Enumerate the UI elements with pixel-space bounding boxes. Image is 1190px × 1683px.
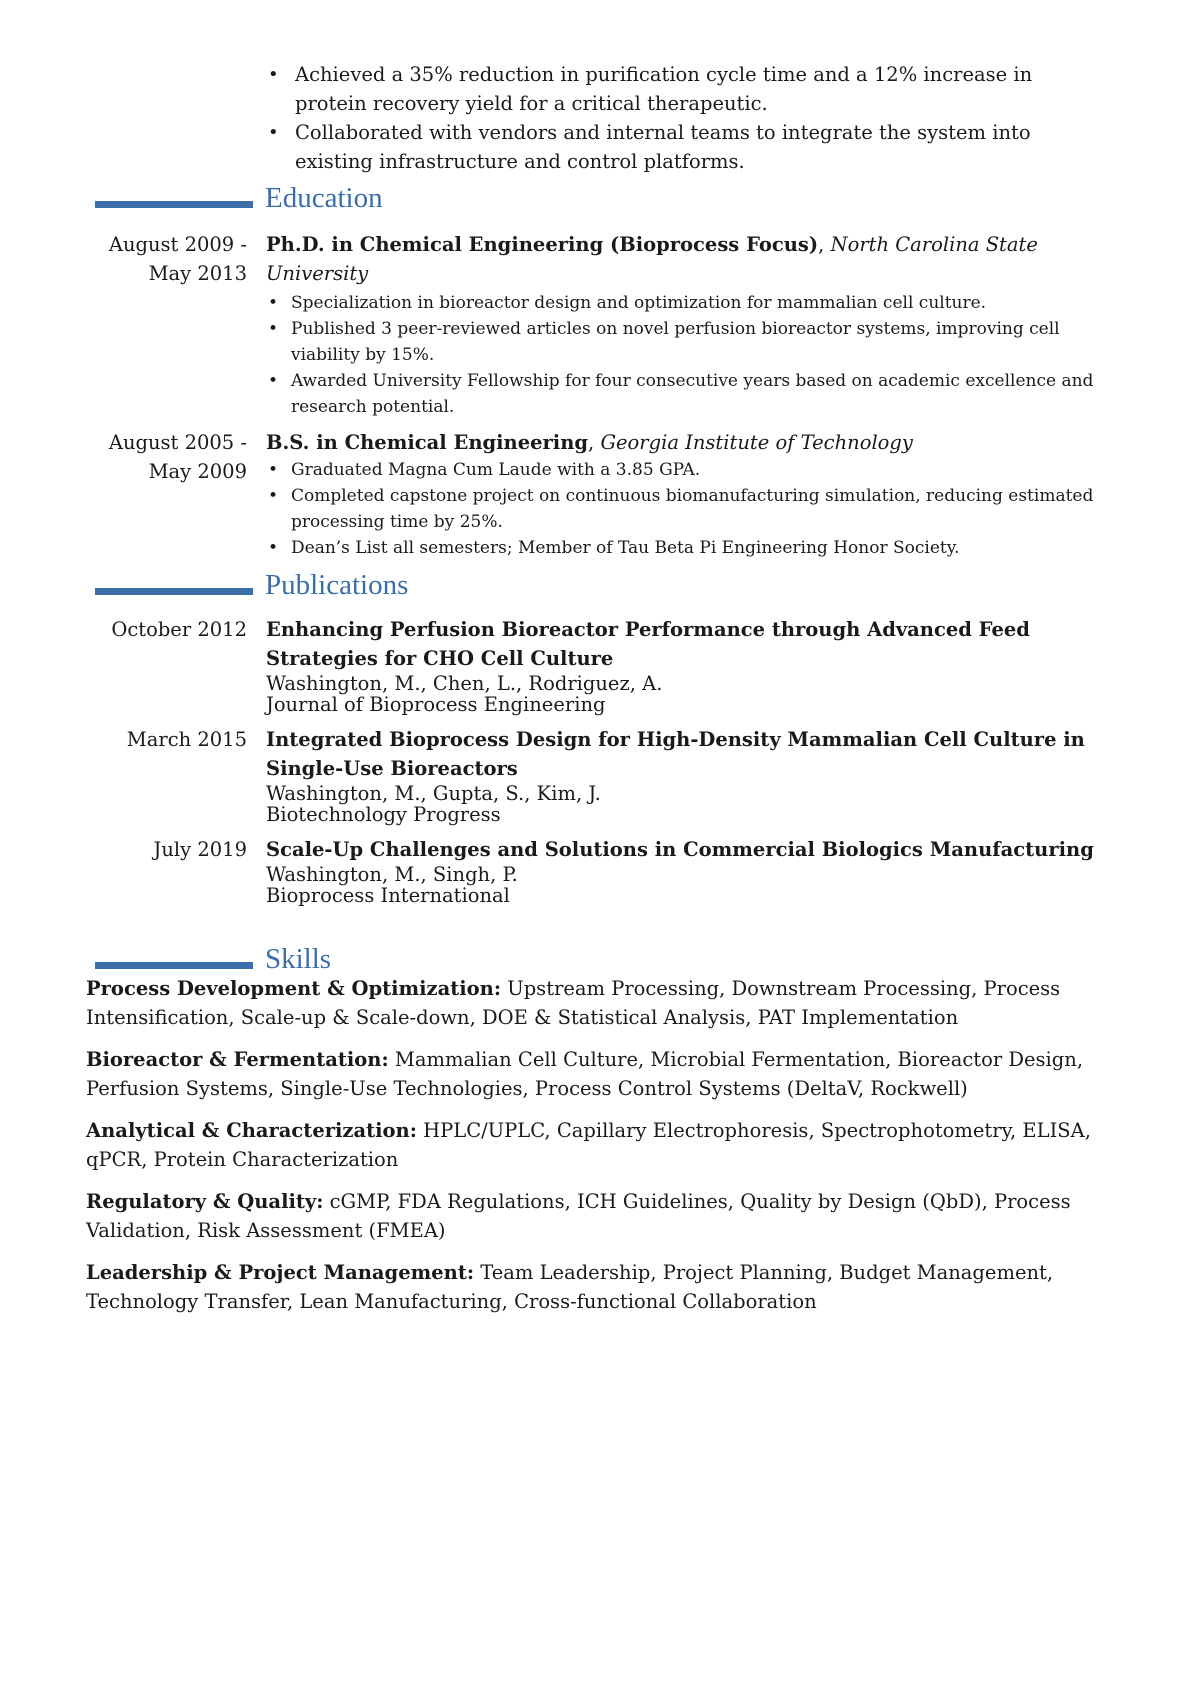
institution: Georgia Institute of Technology bbox=[600, 431, 913, 454]
degree: Ph.D. in Chemical Engineering (Bioprocess Focus) bbox=[266, 233, 819, 256]
skill-group bbox=[86, 1187, 1116, 1245]
publication-date: October 2012 bbox=[111, 618, 247, 641]
bullet-item: • Achieved a 35% reduction in purification cycle time and a 12% increase in protein recovery yield for a critical therapeutic. bbox=[266, 60, 1106, 118]
bullet-item: • Specialization in bioreactor design and optimization for mammalian cell culture. bbox=[266, 290, 1106, 316]
publication-venue: Journal of Bioprocess Engineering bbox=[266, 693, 606, 716]
publication-authors: Washington, M., Singh, P. bbox=[266, 863, 518, 886]
bullet-item: • Graduated Magna Cum Laude with a 3.85 GPA. bbox=[266, 457, 1106, 483]
publication-title: Enhancing Perfusion Bioreactor Performance through Advanced Feed Strategies for CHO Cell Culture bbox=[266, 618, 1030, 670]
publication-authors: Washington, M., Chen, L., Rodriguez, A. bbox=[266, 672, 663, 695]
bullet-item: • Awarded University Fellowship for four consecutive years based on academic excellence and research potential. bbox=[266, 368, 1106, 420]
skills-list bbox=[86, 974, 1116, 1329]
skill-category: Bioreactor & Fermentation: bbox=[86, 1048, 389, 1071]
publication-venue: Bioprocess International bbox=[266, 884, 510, 907]
education-bullets bbox=[266, 290, 1106, 420]
skill-items: Mammalian Cell Culture, Microbial Fermentation, Bioreactor Design, Perfusion Systems, Single-Use Technologies, Process Control Systems (DeltaV, Rockwell) bbox=[86, 1048, 1084, 1100]
education-entry bbox=[266, 428, 1106, 561]
bullet-item: • Completed capstone project on continuous biomanufacturing simulation, reducing estimated processing time by 25%. bbox=[266, 483, 1106, 535]
publication-date: July 2019 bbox=[153, 838, 247, 861]
skill-group bbox=[86, 1258, 1116, 1316]
skill-items: cGMP, FDA Regulations, ICH Guidelines, Quality by Design (QbD), Process Validation, Risk Assessment (FMEA) bbox=[86, 1190, 1071, 1242]
skill-group bbox=[86, 974, 1116, 1032]
education-date: August 2009 - May 2013 bbox=[108, 233, 247, 285]
publication-item bbox=[266, 835, 1106, 906]
skill-items: HPLC/UPLC, Capillary Electrophoresis, Spectrophotometry, ELISA, qPCR, Protein Characterization bbox=[86, 1119, 1091, 1171]
publication-title: Integrated Bioprocess Design for High-Density Mammalian Cell Culture in Single-Use Bioreactors bbox=[266, 728, 1085, 780]
institution: North Carolina State University bbox=[266, 233, 1038, 285]
section-rule bbox=[95, 201, 253, 208]
bullet-item: • Published 3 peer-reviewed articles on novel perfusion bioreactor systems, improving cell viability by 15%. bbox=[266, 316, 1106, 368]
skill-category: Regulatory & Quality: bbox=[86, 1190, 324, 1213]
skill-group bbox=[86, 1116, 1116, 1174]
publication-item bbox=[266, 725, 1106, 825]
education-heading: B.S. in Chemical Engineering, Georgia Institute of Technology bbox=[266, 431, 913, 454]
bullet-item: • Dean’s List all semesters; Member of Tau Beta Pi Engineering Honor Society. bbox=[266, 535, 1106, 561]
publication-authors: Washington, M., Gupta, S., Kim, J. bbox=[266, 782, 601, 805]
publication-title: Scale-Up Challenges and Solutions in Commercial Biologics Manufacturing bbox=[266, 838, 1094, 861]
section-title: Skills bbox=[265, 943, 332, 975]
publication-item bbox=[266, 615, 1106, 715]
publication-venue: Biotechnology Progress bbox=[266, 803, 501, 826]
bullet-item: • Collaborated with vendors and internal teams to integrate the system into existing infrastructure and control platforms. bbox=[266, 118, 1106, 176]
section-rule bbox=[95, 588, 253, 595]
education-bullets bbox=[266, 457, 1106, 561]
education-entry bbox=[266, 230, 1106, 420]
section-title: Publications bbox=[265, 569, 409, 601]
publication-date: March 2015 bbox=[126, 728, 247, 751]
experience-bullets-continued bbox=[266, 60, 1106, 176]
skill-category: Analytical & Characterization: bbox=[86, 1119, 417, 1142]
skill-items: Upstream Processing, Downstream Processing, Process Intensification, Scale-up & Scale-down, DOE & Statistical Analysis, PAT Implementation bbox=[86, 977, 1061, 1029]
education-date: August 2005 - May 2009 bbox=[108, 431, 247, 483]
section-rule bbox=[95, 962, 253, 969]
section-title: Education bbox=[265, 182, 383, 214]
education-heading: Ph.D. in Chemical Engineering (Bioprocess Focus), North Carolina State University bbox=[266, 233, 1038, 285]
skill-category: Leadership & Project Management: bbox=[86, 1261, 475, 1284]
skill-items: Team Leadership, Project Planning, Budget Management, Technology Transfer, Lean Manufacturing, Cross-functional Collaboration bbox=[86, 1261, 1054, 1313]
skill-group bbox=[86, 1045, 1116, 1103]
skill-category: Process Development & Optimization: bbox=[86, 977, 502, 1000]
degree: B.S. in Chemical Engineering bbox=[266, 431, 589, 454]
